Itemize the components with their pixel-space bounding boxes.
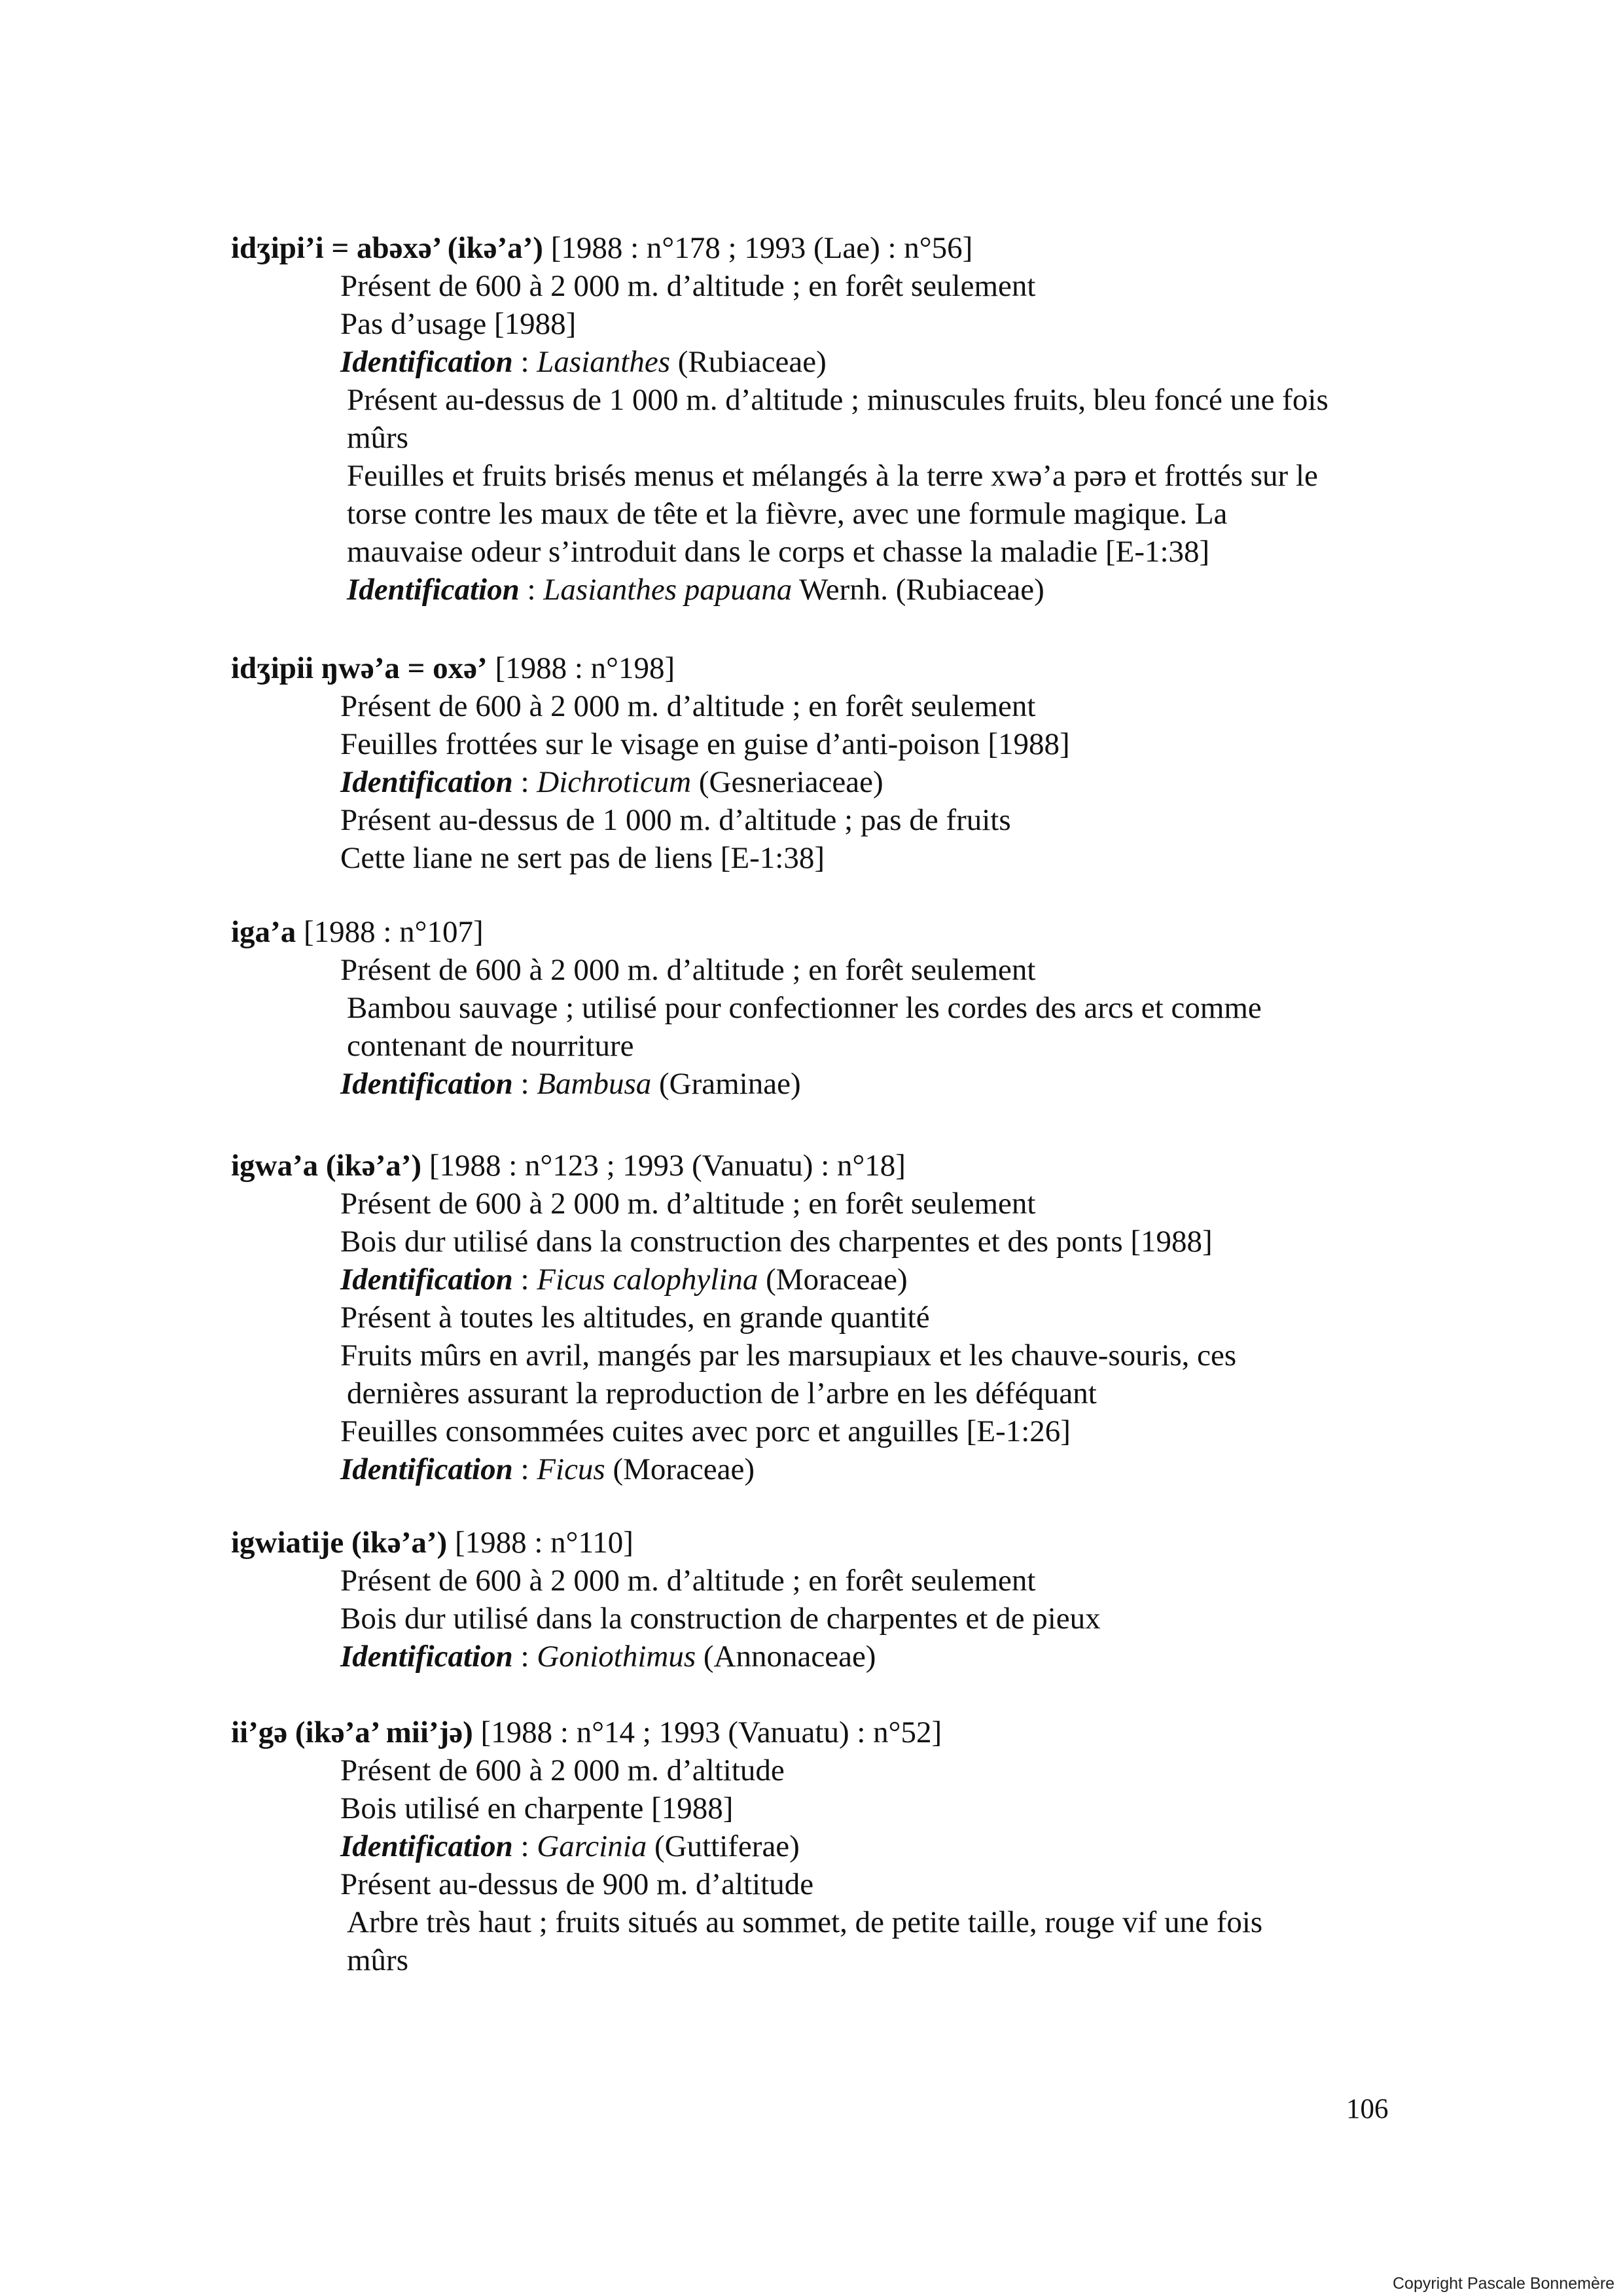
entry-headword: igwiatije (ikə’a’): [231, 1526, 448, 1560]
entry-reference: [1988 : n°178 ; 1993 (Lae) : n°56]: [543, 231, 973, 265]
entry-description-line: Bois dur utilisé dans la construction de charpentes et de pieux: [340, 1602, 1101, 1636]
identification-label: Identification: [340, 345, 513, 379]
entry-reference: [1988 : n°107]: [296, 915, 484, 949]
identification-label: Identification: [347, 573, 520, 607]
identification-separator: :: [512, 1452, 537, 1486]
identification-separator: :: [519, 573, 544, 607]
entry-reference: [1988 : n°110]: [447, 1526, 633, 1560]
entry-description-line: Présent de 600 à 2 000 m. d’altitude ; en forêt seulement: [340, 953, 1036, 987]
entry-description-line: Arbre très haut ; fruits situés au sommet, de petite taille, rouge vif une fois: [347, 1905, 1263, 1939]
identification-line: [340, 763, 883, 801]
entry-heading: [231, 1147, 906, 1185]
page-number: 106: [1346, 2094, 1389, 2125]
taxon-family: (Gesneriaceae): [691, 765, 883, 799]
taxon-name: Lasianthes papuana: [543, 573, 793, 607]
entry-description-line: Cette liane ne sert pas de liens [E-1:38]: [340, 841, 825, 875]
identification-separator: :: [512, 345, 537, 379]
identification-line: [340, 1450, 755, 1488]
taxon-family: (Annonaceae): [696, 1640, 876, 1674]
taxon-family: (Moraceae): [605, 1452, 755, 1486]
taxon-name: Dichroticum: [537, 765, 692, 799]
taxon-family: (Rubiaceae): [670, 345, 827, 379]
entry-description-line: Fruits mûrs en avril, mangés par les marsupiaux et les chauve-souris, ces: [340, 1338, 1237, 1372]
entry-heading: [231, 1713, 942, 1751]
identification-separator: :: [512, 1640, 537, 1674]
entry-description-line: Feuilles frottées sur le visage en guise d’anti-poison [1988]: [340, 727, 1070, 761]
entry-description-line: Feuilles et fruits brisés menus et mélangés à la terre xwə’a pərə et frottés sur le: [347, 459, 1318, 493]
entry-heading: [231, 649, 675, 687]
entry-headword: ii’gə (ikə’a’ mii’jə): [231, 1715, 473, 1749]
identification-label: Identification: [340, 1067, 513, 1101]
identification-line: [340, 1827, 800, 1865]
taxon-name: Bambusa: [537, 1067, 652, 1101]
taxon-family: (Moraceae): [758, 1263, 908, 1297]
entry-reference: [1988 : n°14 ; 1993 (Vanuatu) : n°52]: [473, 1715, 942, 1749]
taxon-name: Lasianthes: [537, 345, 670, 379]
entry-heading: [231, 1524, 633, 1562]
entry-description-line: Présent au-dessus de 900 m. d’altitude: [340, 1867, 814, 1901]
entry-description-line: Présent de 600 à 2 000 m. d’altitude ; en forêt seulement: [340, 1564, 1036, 1598]
identification-label: Identification: [340, 1829, 513, 1863]
taxon-family: (Graminae): [651, 1067, 801, 1101]
entry-description-line: Présent au-dessus de 1 000 m. d’altitude ; minuscules fruits, bleu foncé une fois: [347, 383, 1329, 417]
identification-separator: :: [512, 1263, 537, 1297]
entry-description-line: mûrs: [347, 421, 408, 455]
entry-description-line: Présent au-dessus de 1 000 m. d’altitude ; pas de fruits: [340, 803, 1011, 837]
entry-description-line: torse contre les maux de tête et la fièvre, avec une formule magique. La: [347, 497, 1228, 531]
entry-description-line: Pas d’usage [1988]: [340, 307, 577, 341]
taxon-family: Wernh. (Rubiaceae): [792, 573, 1044, 607]
entry-reference: [1988 : n°198]: [487, 651, 675, 685]
identification-label: Identification: [340, 1640, 513, 1674]
entry-description-line: mauvaise odeur s’introduit dans le corps et chasse la maladie [E-1:38]: [347, 535, 1210, 569]
entry-description-line: Présent de 600 à 2 000 m. d’altitude: [340, 1753, 785, 1787]
identification-label: Identification: [340, 1263, 513, 1297]
entry-headword: idʒipi’i = abəxə’ (ikə’a’): [231, 231, 543, 265]
entry-headword: iga’a: [231, 915, 296, 949]
taxon-name: Ficus: [537, 1452, 605, 1486]
taxon-name: Ficus calophylina: [537, 1263, 758, 1297]
entry-description-line: Feuilles consommées cuites avec porc et anguilles [E-1:26]: [340, 1414, 1071, 1448]
entry-description-line: Présent de 600 à 2 000 m. d’altitude ; en forêt seulement: [340, 269, 1036, 303]
entry-headword: idʒipii ŋwə’a = oxə’: [231, 651, 488, 685]
entry-description-line: Bambou sauvage ; utilisé pour confectionner les cordes des arcs et comme: [347, 991, 1262, 1025]
entry-description-line: Présent de 600 à 2 000 m. d’altitude ; en forêt seulement: [340, 689, 1036, 723]
entry-description-line: Bois dur utilisé dans la construction des charpentes et des ponts [1988]: [340, 1225, 1213, 1259]
entry-description-line: mûrs: [347, 1943, 408, 1977]
entry-description-line: contenant de nourriture: [347, 1029, 634, 1063]
entry-description-line: Présent à toutes les altitudes, en grande quantité: [340, 1300, 930, 1335]
taxon-family: (Guttiferae): [647, 1829, 800, 1863]
entry-description-line: dernières assurant la reproduction de l’arbre en les déféquant: [347, 1376, 1097, 1410]
identification-separator: :: [512, 1067, 537, 1101]
identification-line: [340, 1261, 908, 1299]
entry-reference: [1988 : n°123 ; 1993 (Vanuatu) : n°18]: [421, 1149, 906, 1183]
entry-headword: igwa’a (ikə’a’): [231, 1149, 422, 1183]
identification-label: Identification: [340, 1452, 513, 1486]
identification-separator: :: [512, 1829, 537, 1863]
identification-line: [340, 1065, 801, 1103]
identification-line: [347, 571, 1044, 609]
taxon-name: Goniothimus: [537, 1640, 696, 1674]
identification-label: Identification: [340, 765, 513, 799]
identification-separator: :: [512, 765, 537, 799]
identification-line: [340, 343, 827, 381]
copyright-notice: Copyright Pascale Bonnemère: [1393, 2274, 1615, 2293]
entry-description-line: Présent de 600 à 2 000 m. d’altitude ; en forêt seulement: [340, 1187, 1036, 1221]
entry-heading: [231, 229, 972, 267]
entry-heading: [231, 913, 484, 951]
entry-description-line: Bois utilisé en charpente [1988]: [340, 1791, 734, 1825]
identification-line: [340, 1638, 876, 1676]
taxon-name: Garcinia: [537, 1829, 647, 1863]
